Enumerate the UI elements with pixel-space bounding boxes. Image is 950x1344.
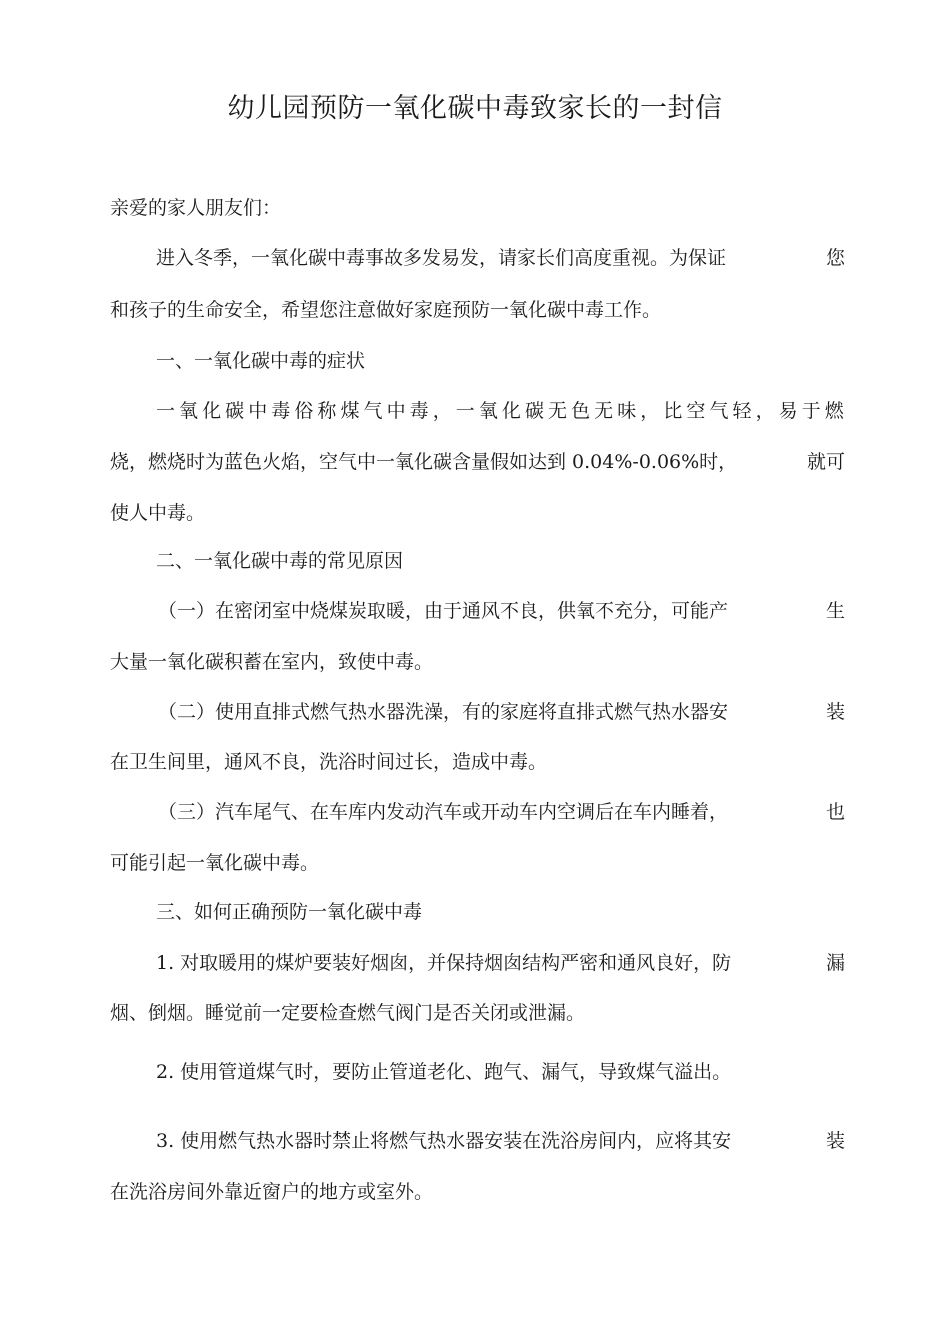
cause-3-line-2: 可能引起一氧化碳中毒。 — [110, 852, 320, 874]
paragraph-symptoms-line-1: 一氧化碳中毒俗称煤气中毒，一氧化碳无色无味，比空气轻，易于燃 — [156, 400, 845, 422]
paragraph-intro-text: 进入冬季，一氧化碳中毒事故多发易发，请家长们高度重视。为保证 — [156, 247, 727, 269]
salutation: 亲爱的家人朋友们： — [110, 197, 282, 219]
paragraph-symptoms-wrap: 就可 — [806, 451, 845, 473]
cause-1-line-2: 大量一氧化碳积蓄在室内，致使中毒。 — [110, 651, 434, 673]
cause-2-text: （二）使用直排式燃气热水器洗澡，有的家庭将直排式燃气热水器安 — [158, 701, 729, 723]
cause-1-text: （一）在密闭室中烧煤炭取暖，由于通风不良，供氧不充分，可能产 — [158, 600, 729, 622]
cause-2-line-2: 在卫生间里，通风不良，洗浴时间过长，造成中毒。 — [110, 751, 548, 773]
section-heading-prevention: 三、如何正确预防一氧化碳中毒 — [156, 901, 423, 923]
measure-3-text: 3. 使用燃气热水器时禁止将燃气热水器安装在洗浴房间内，应将其安 — [156, 1130, 732, 1152]
measure-3-line-2: 在洗浴房间外靠近窗户的地方或室外。 — [110, 1181, 434, 1203]
measure-1-line-2: 烟、倒烟。睡觉前一定要检查燃气阀门是否关闭或泄漏。 — [110, 1002, 586, 1024]
cause-2-wrap: 装 — [825, 701, 845, 723]
measure-1-text: 1. 对取暖用的煤炉要装好烟囱，并保持烟囱结构严密和通风良好，防 — [156, 952, 732, 974]
section-heading-causes: 二、一氧化碳中毒的常见原因 — [156, 550, 404, 572]
section-heading-symptoms: 一、一氧化碳中毒的症状 — [156, 350, 366, 372]
cause-3-wrap: 也 — [825, 801, 845, 823]
paragraph-intro-line-1 — [110, 243, 845, 273]
measure-1-line-1 — [110, 948, 845, 978]
paragraph-symptoms-line-3: 使人中毒。 — [110, 502, 206, 524]
cause-2-line-1 — [110, 697, 845, 727]
paragraph-intro-line-2: 和孩子的生命安全，希望您注意做好家庭预防一氧化碳中毒工作。 — [110, 299, 662, 321]
paragraph-symptoms-text: 烧，燃烧时为蓝色火焰，空气中一氧化碳含量假如达到 0.04%-0.06%时， — [110, 451, 738, 473]
cause-1-line-1 — [110, 596, 845, 626]
measure-2: 2. 使用管道煤气时，要防止管道老化、跑气、漏气，导致煤气溢出。 — [156, 1061, 732, 1083]
paragraph-symptoms-line-2 — [110, 447, 845, 477]
measure-3-line-1 — [110, 1126, 845, 1156]
measure-3-wrap: 装 — [825, 1130, 845, 1152]
cause-1-wrap: 生 — [825, 600, 845, 622]
measure-1-wrap: 漏 — [825, 952, 845, 974]
paragraph-intro-wrap: 您 — [825, 247, 845, 269]
cause-3-line-1 — [110, 797, 845, 827]
cause-3-text: （三）汽车尾气、在车库内发动汽车或开动车内空调后在车内睡着， — [158, 801, 729, 823]
document-title: 幼儿园预防一氧化碳中毒致家长的一封信 — [227, 93, 723, 124]
